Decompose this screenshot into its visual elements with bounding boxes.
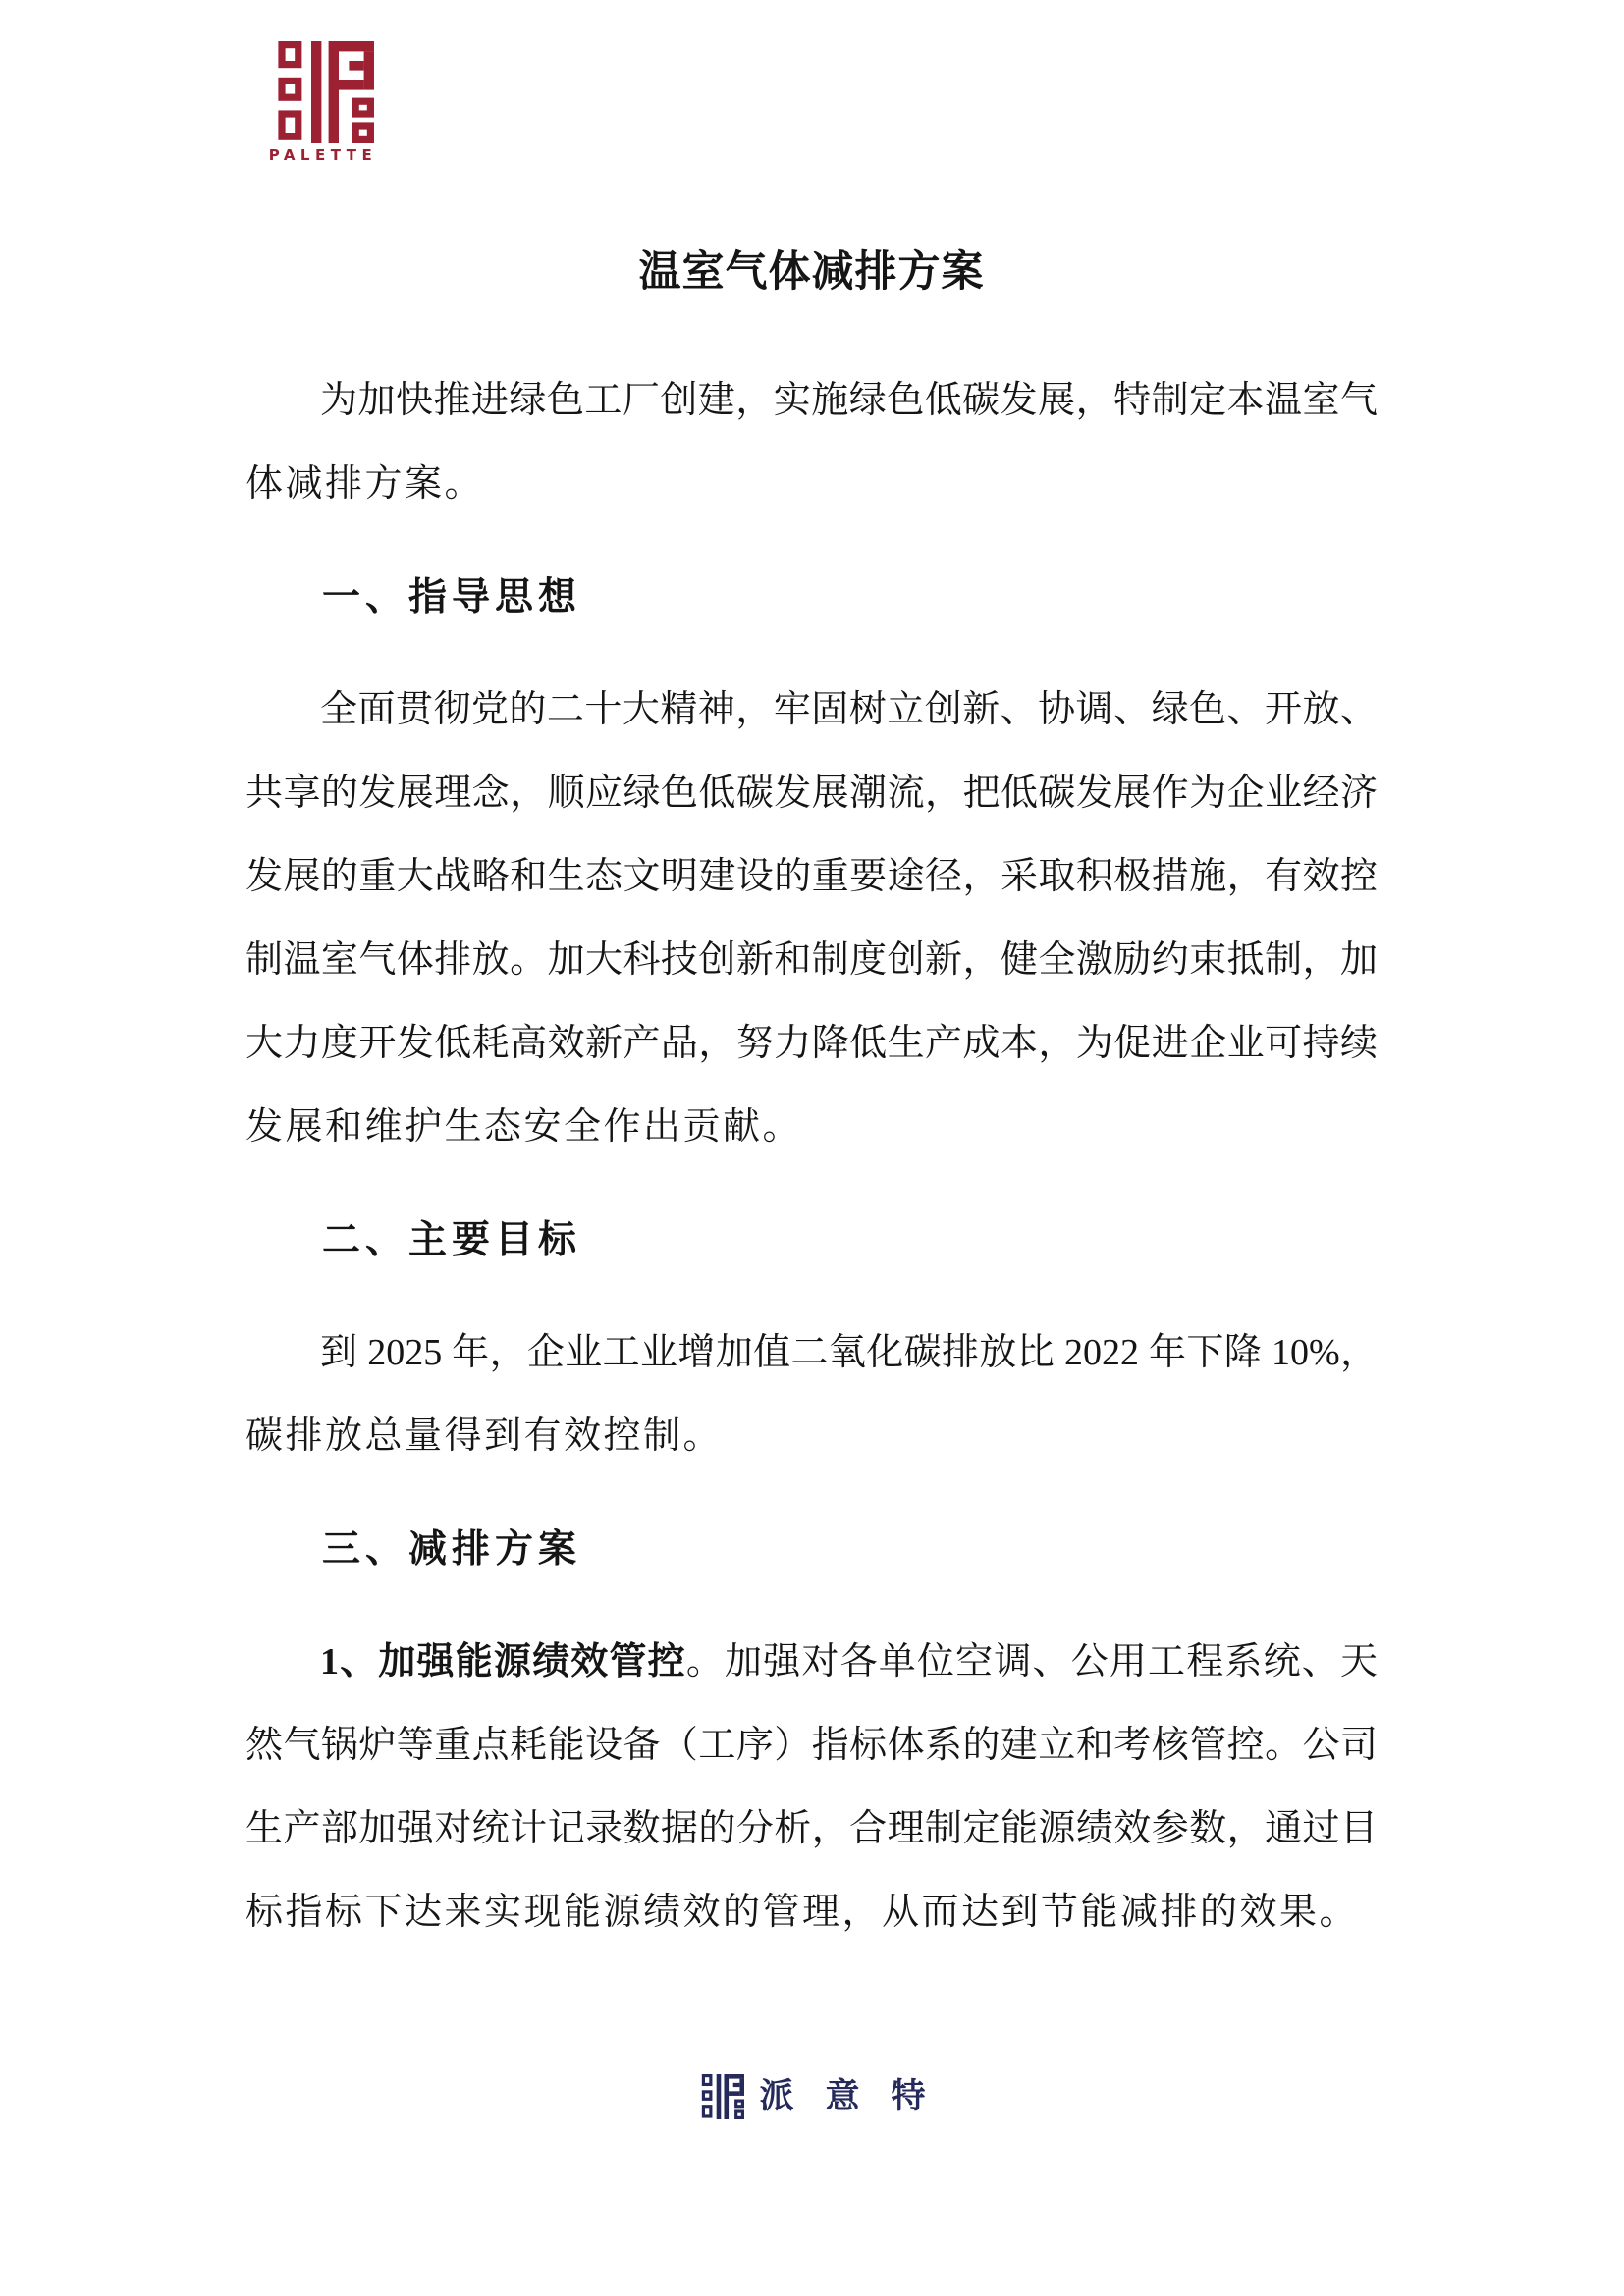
text-line: 生产部加强对统计记录数据的分析，合理制定能源绩效参数，通过目 [245, 1808, 1378, 1849]
footer-wordmark: 派意特 [759, 2077, 957, 2115]
text-line: 标指标下达来实现能源绩效的管理，从而达到节能减排的效果。 [245, 1892, 1360, 1933]
logo-wordmark: PALETTE [268, 146, 378, 164]
text-line: 发展和维护生态安全作出贡献。 [245, 1106, 803, 1148]
text-line: 大力度开发低耗高效新产品，努力降低生产成本，为促进企业可持续 [245, 1023, 1378, 1064]
footer-logo-icon [698, 2074, 745, 2119]
text-line: 为加快推进绿色工厂创建，实施绿色低碳发展，特制定本温室气 [320, 380, 1378, 421]
section-heading-guiding-ideology: 一、指导思想 [322, 576, 582, 618]
section-paragraph [245, 668, 1378, 1169]
section-heading-main-goals: 二、主要目标 [322, 1219, 582, 1261]
section-paragraph [245, 1621, 1378, 1954]
text-line: 到 2025 年，企业工业增加值二氧化碳排放比 2022 年下降 10%， [320, 1332, 1378, 1373]
text-line [245, 1621, 1378, 1704]
item-lead-bold: 1、加强能源绩效管控 [320, 1641, 686, 1682]
text-line: 共享的发展理念，顺应绿色低碳发展潮流，把低碳发展作为企业经济 [245, 773, 1378, 814]
text-line: 制温室气体排放。加大科技创新和制度创新，健全激励约束抵制，加 [245, 939, 1378, 981]
text-line: 体减排方案。 [245, 463, 485, 505]
text-line: 发展的重大战略和生态文明建设的重要途径，采取积极措施，有效控 [245, 856, 1378, 897]
text-line: 碳排放总量得到有效控制。 [245, 1415, 724, 1457]
section-heading-reduction-plan: 三、减排方案 [322, 1528, 582, 1571]
item-lead-rest: 。加强对各单位空调、公用工程系统、天 [685, 1641, 1378, 1682]
doc-title: 温室气体减排方案 [638, 249, 985, 295]
intro-paragraph [245, 359, 1378, 526]
footer-brand [0, 2073, 1624, 2120]
document-body [245, 0, 1378, 1954]
text-line: 全面贯彻党的二十大精神，牢固树立创新、协调、绿色、开放、 [320, 689, 1378, 730]
text-line: 然气锅炉等重点耗能设备（工序）指标体系的建立和考核管控。公司 [245, 1725, 1378, 1766]
section-paragraph [245, 1311, 1378, 1478]
